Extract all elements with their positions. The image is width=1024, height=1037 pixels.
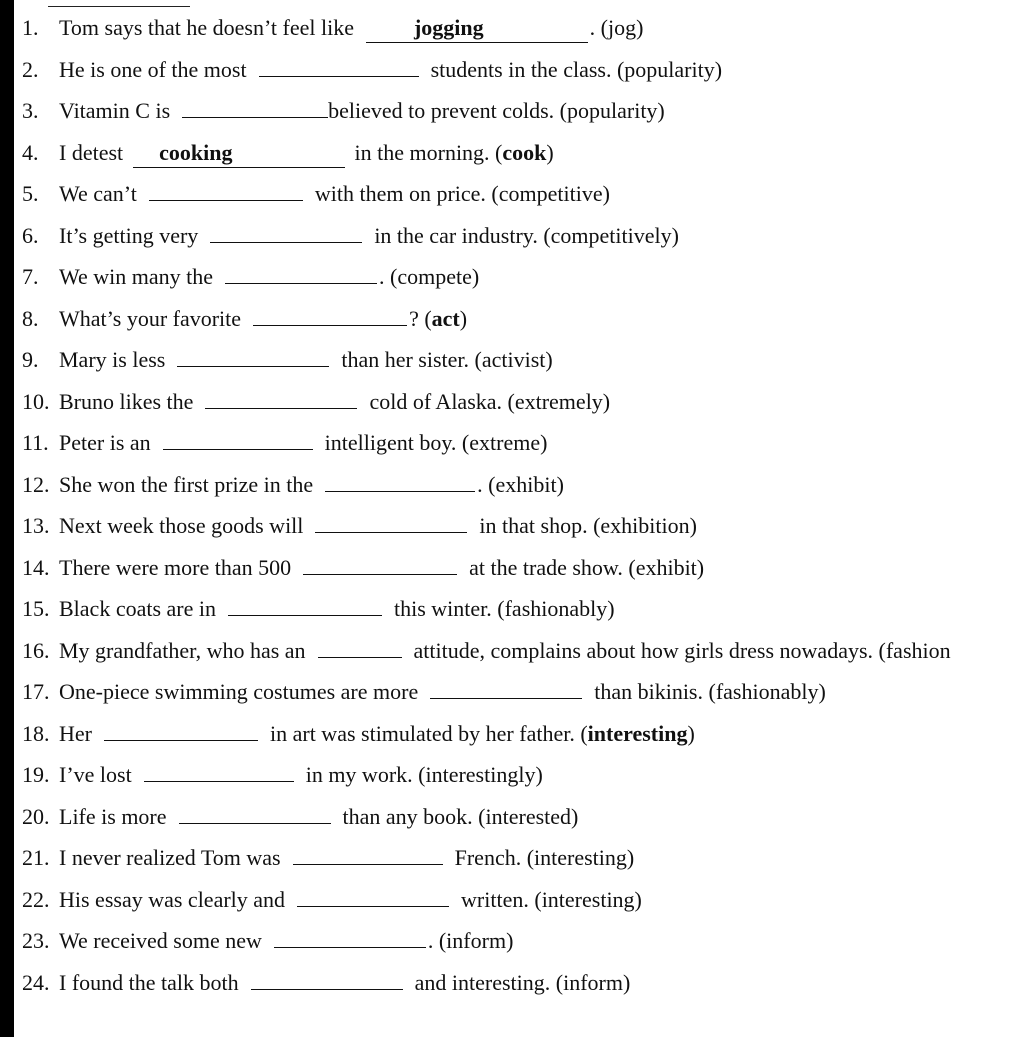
answer-blank[interactable] [149, 177, 303, 201]
item-text-after: French. (interesting) [454, 845, 635, 870]
answer-blank[interactable] [163, 426, 313, 450]
exercise-item-20 [22, 800, 1024, 842]
item-number: 10. [22, 388, 50, 414]
item-text-after: and interesting. (inform) [414, 969, 631, 995]
answer-blank[interactable] [325, 468, 475, 492]
item-text-before: What’s your favorite [59, 305, 242, 331]
item-text-after-close: ) [546, 139, 554, 165]
exercise-list [22, 11, 1024, 1007]
item-number: 19. [22, 762, 50, 787]
exercise-item-13 [22, 509, 1024, 551]
item-number: 2. [22, 56, 39, 82]
exercise-item-4 [22, 136, 1024, 178]
item-number: 22. [22, 886, 50, 912]
item-text-after: students in the class. (popularity) [430, 56, 723, 82]
answer-blank[interactable] [315, 509, 467, 533]
exercise-item-23 [22, 924, 1024, 966]
item-text-after: than any book. (interested) [342, 803, 579, 829]
item-number: 21. [22, 845, 50, 870]
hint-word: interesting [587, 720, 688, 746]
item-text-after: than bikinis. (fashionably) [594, 679, 826, 704]
answer-blank[interactable] [297, 883, 449, 907]
answer-blank[interactable] [133, 139, 344, 168]
exercise-item-7 [22, 260, 1024, 302]
item-number: 18. [22, 720, 50, 746]
item-number: 7. [22, 264, 39, 289]
answer-blank[interactable] [303, 551, 457, 575]
item-text-after: . (inform) [427, 928, 514, 953]
item-text-before: Vitamin C is [59, 98, 171, 123]
item-text-after: in my work. (interestingly) [305, 762, 543, 787]
item-text-before: Her [59, 720, 92, 746]
answer-blank[interactable] [251, 966, 403, 990]
item-text-before: Tom says that he doesn’t feel like [59, 15, 354, 40]
item-number: 6. [22, 222, 39, 248]
hint-word: act [431, 305, 460, 331]
item-text-before: I’ve lost [59, 762, 132, 787]
item-text-after: ? ( [409, 305, 432, 331]
item-text-after: . (exhibit) [477, 471, 564, 497]
answer-blank[interactable] [259, 53, 419, 77]
item-text-before: Peter is an [59, 430, 151, 455]
left-edge-bar [0, 0, 14, 1037]
exercise-item-6 [22, 219, 1024, 261]
item-text-after: . (jog) [589, 15, 644, 40]
item-number: 8. [22, 305, 39, 331]
item-text-after: at the trade show. (exhibit) [469, 554, 705, 580]
answer-blank[interactable] [144, 758, 294, 782]
answer-blank[interactable] [225, 260, 377, 284]
exercise-item-12 [22, 468, 1024, 510]
item-number: 20. [22, 803, 50, 829]
answer-blank[interactable] [253, 302, 407, 326]
item-text-before: We received some new [59, 928, 262, 953]
answer-blank[interactable] [182, 94, 328, 118]
item-text-after: attitude, complains about how girls dress nowadays. (fashion [413, 637, 951, 663]
item-number: 23. [22, 928, 50, 953]
item-number: 9. [22, 347, 39, 372]
exercise-item-11 [22, 426, 1024, 468]
item-number: 3. [22, 98, 39, 123]
item-text-before: I never realized Tom was [59, 845, 281, 870]
item-text-before: There were more than 500 [59, 554, 292, 580]
item-text-after: . (compete) [379, 264, 480, 289]
item-text-before: She won the first prize in the [59, 471, 314, 497]
exercise-item-10 [22, 385, 1024, 427]
answer-text: cooking [159, 139, 233, 165]
item-number: 13. [22, 513, 50, 538]
item-text-after-close: ) [459, 305, 468, 331]
item-text-after: than her sister. (activist) [341, 347, 553, 372]
answer-blank[interactable] [179, 800, 331, 824]
exercise-item-17 [22, 675, 1024, 717]
item-text-after: cold of Alaska. (extremely) [369, 388, 611, 414]
item-text-after: in art was stimulated by her father. ( [269, 720, 588, 746]
exercise-item-9 [22, 343, 1024, 385]
answer-blank[interactable] [228, 592, 382, 616]
item-number: 5. [22, 181, 39, 206]
exercise-item-19 [22, 758, 1024, 800]
item-text-after: in the morning. ( [354, 139, 503, 165]
item-text-before: I found the talk both [59, 969, 239, 995]
exercise-item-3 [22, 94, 1024, 136]
item-text-after: this winter. (fashionably) [394, 596, 615, 621]
item-text-after-close: ) [687, 720, 695, 746]
answer-blank[interactable] [210, 219, 362, 243]
item-text-after: written. (interesting) [461, 886, 642, 912]
exercise-item-14 [22, 551, 1024, 593]
item-text-after: intelligent boy. (extreme) [324, 430, 548, 455]
exercise-item-15 [22, 592, 1024, 634]
answer-blank[interactable] [177, 343, 329, 367]
item-text-after: believed to prevent colds. (popularity) [328, 98, 665, 123]
answer-blank[interactable] [366, 14, 588, 43]
item-number: 17. [22, 679, 50, 704]
answer-blank[interactable] [274, 924, 426, 948]
item-number: 4. [22, 139, 39, 165]
item-text-before: It’s getting very [59, 222, 199, 248]
answer-blank[interactable] [104, 717, 258, 741]
exercise-item-16 [22, 634, 1024, 676]
item-text-before: We can’t [59, 181, 137, 206]
hint-word: cook [502, 139, 547, 165]
item-text-after: in that shop. (exhibition) [479, 513, 697, 538]
answer-text: jogging [413, 15, 484, 40]
item-text-before: Black coats are in [59, 596, 216, 621]
exercise-item-18 [22, 717, 1024, 759]
exercise-item-8 [22, 302, 1024, 344]
exercise-item-21 [22, 841, 1024, 883]
exercise-item-1 [22, 11, 1024, 53]
exercise-item-2 [22, 53, 1024, 95]
item-text-before: He is one of the most [59, 56, 247, 82]
exercise-item-22 [22, 883, 1024, 925]
item-number: 16. [22, 637, 50, 663]
item-number: 11. [22, 430, 49, 455]
item-number: 14. [22, 554, 50, 580]
item-text-before: His essay was clearly and [59, 886, 286, 912]
item-text-before: One-piece swimming costumes are more [59, 679, 419, 704]
answer-blank[interactable] [318, 634, 402, 658]
item-text-before: Next week those goods will [59, 513, 304, 538]
item-text-after: in the car industry. (competitively) [374, 222, 679, 248]
answer-blank[interactable] [205, 385, 357, 409]
item-text-after: with them on price. (competitive) [314, 181, 610, 206]
answer-blank[interactable] [430, 675, 582, 699]
item-number: 12. [22, 471, 50, 497]
item-number: 24. [22, 969, 50, 995]
item-text-before: Mary is less [59, 347, 166, 372]
item-text-before: Bruno likes the [59, 388, 194, 414]
header-rule [48, 6, 190, 7]
item-text-before: My grandfather, who has an [59, 637, 306, 663]
exercise-item-5 [22, 177, 1024, 219]
item-text-before: We win many the [59, 264, 214, 289]
exercise-item-24 [22, 966, 1024, 1008]
answer-blank[interactable] [293, 841, 443, 865]
item-number: 15. [22, 596, 50, 621]
item-text-before: Life is more [59, 803, 167, 829]
item-number: 1. [22, 15, 39, 40]
item-text-before: I detest [59, 139, 124, 165]
